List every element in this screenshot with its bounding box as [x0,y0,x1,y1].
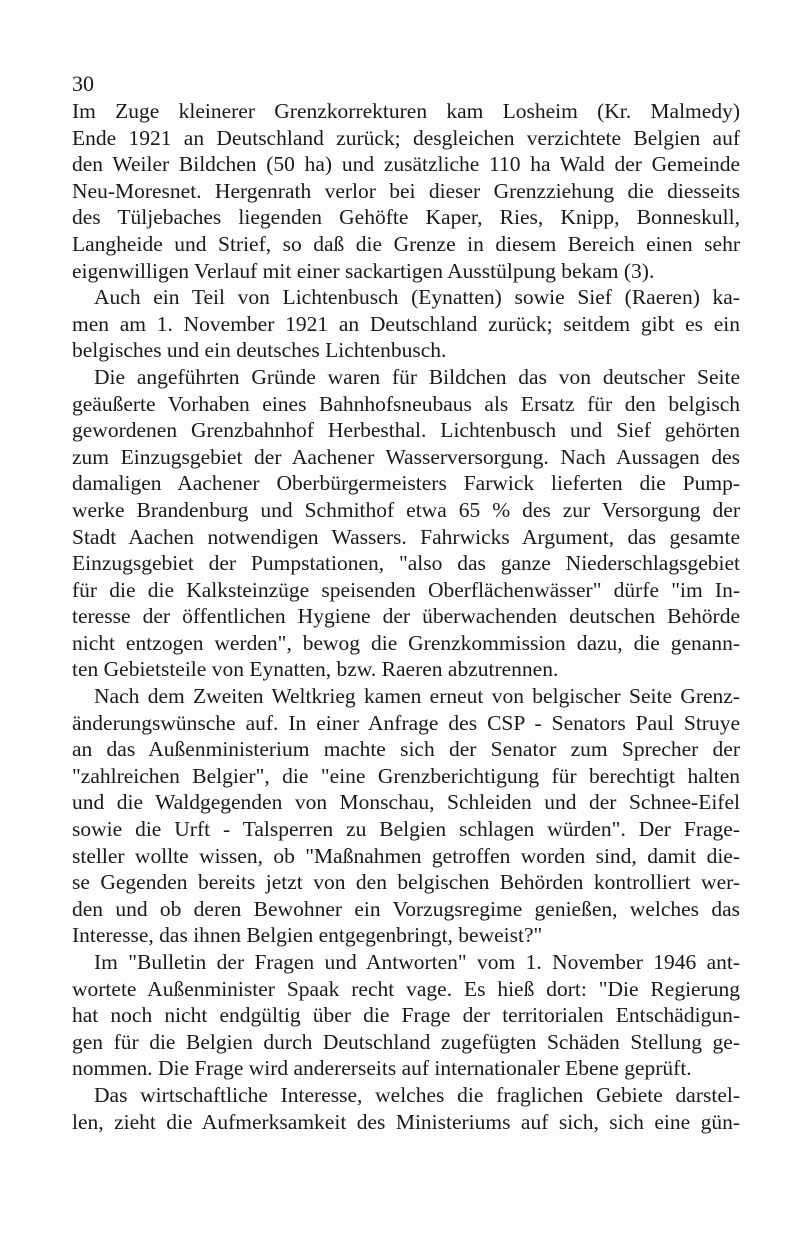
text-line: Auch ein Teil von Lichtenbusch (Eynatten) sowie Sief (Raeren) ka- [94,285,740,310]
text-line: wortete Außenminister Spaak recht vage. Es hieß dort: "Die Regierung [72,976,740,1001]
text-line: und die Waldgegenden von Monschau, Schleiden und der Schnee-Eifel [72,790,740,815]
text-line: Ende 1921 an Deutschland zurück; desgleichen verzichtete Belgien auf [72,125,740,150]
text-line: Neu-Moresnet. Hergenrath verlor bei dieser Grenzziehung die diesseits [72,178,740,203]
text-line: "zahlreichen Belgier", die "eine Grenzberichtigung für berechtigt halten [72,763,740,788]
text-line: steller wollte wissen, ob "Maßnahmen getroffen worden sind, damit die- [72,843,740,868]
text-line: für die die Kalksteinzüge speisenden Oberflächenwässer" dürfe "im In- [72,577,740,602]
text-line: len, zieht die Aufmerksamkeit des Ministeriums auf sich, sich eine gün- [72,1109,740,1134]
text-line: den Weiler Bildchen (50 ha) und zusätzliche 110 ha Wald der Gemeinde [72,152,740,177]
paragraph [72,98,740,284]
text-line: Stadt Aachen notwendigen Wassers. Fahrwicks Argument, das gesamte [72,524,740,549]
text-line: teresse der öffentlichen Hygiene der überwachenden deutschen Behörde [72,604,740,629]
text-line: des Tüljebaches liegenden Gehöfte Kaper, Ries, Knipp, Bonneskull, [72,205,740,230]
text-line: Das wirtschaftliche Interesse, welches die fraglichen Gebiete darstel- [94,1082,740,1107]
paragraph [72,1082,740,1135]
text-line: hat noch nicht endgültig über die Frage der territorialen Entschädigun- [72,1003,740,1028]
text-line: Interesse, das ihnen Belgien entgegenbringt, beweist?" [72,923,543,948]
text-line: den und ob deren Bewohner ein Vorzugsregime genießen, welches das [72,896,740,921]
body-text [72,98,740,1135]
text-line: gewordenen Grenzbahnhof Herbesthal. Lichtenbusch und Sief gehörten [72,418,740,443]
paragraph [72,949,740,1082]
paragraph [72,364,740,683]
paragraph [72,683,740,949]
text-line: an das Außenministerium machte sich der Senator zum Sprecher der [72,737,740,762]
text-line: eigenwilligen Verlauf mit einer sackartigen Ausstülpung bekam (3). [72,258,655,283]
text-line: sowie die Urft - Talsperren zu Belgien schlagen würden". Der Frage- [72,817,740,842]
text-line: Im Zuge kleinerer Grenzkorrekturen kam Losheim (Kr. Malmedy) [72,99,740,123]
text-line: belgisches und ein deutsches Lichtenbusch. [72,338,447,363]
text-line: Die angeführten Gründe waren für Bildchen das von deutscher Seite [94,364,740,389]
text-line: se Gegenden bereits jetzt von den belgischen Behörden kontrolliert wer- [72,870,740,895]
text-line: Langheide und Strief, so daß die Grenze in diesem Bereich einen sehr [72,231,740,256]
text-line: werke Brandenburg und Schmithof etwa 65 % des zur Versorgung der [72,497,740,522]
text-line: nommen. Die Frage wird andererseits auf internationaler Ebene geprüft. [72,1056,692,1081]
text-line: men am 1. November 1921 an Deutschland zurück; seitdem gibt es ein [72,311,740,336]
text-line: Im "Bulletin der Fragen und Antworten" vom 1. November 1946 ant- [94,950,740,974]
text-line: damaligen Aachener Oberbürgermeisters Farwick lieferten die Pump- [72,471,740,496]
text-line: ten Gebietsteile von Eynatten, bzw. Raeren abzutrennen. [72,657,559,682]
text-line: Einzugsgebiet der Pumpstationen, "also das ganze Niederschlagsgebiet [72,551,740,576]
text-line: zum Einzugsgebiet der Aachener Wasserversorgung. Nach Aussagen des [72,444,740,469]
text-line: nicht entzogen werden", bewog die Grenzkommission dazu, die genann- [72,630,740,655]
paragraph [72,284,740,364]
text-line: geäußerte Vorhaben eines Bahnhofsneubaus als Ersatz für den belgisch [72,391,740,416]
text-line: gen für die Belgien durch Deutschland zugefügten Schäden Stellung ge- [72,1029,740,1054]
text-line: änderungswünsche auf. In einer Anfrage des CSP - Senators Paul Struye [72,710,740,735]
page-number: 30 [72,71,94,96]
text-line: Nach dem Zweiten Weltkrieg kamen erneut von belgischer Seite Grenz- [94,684,740,709]
